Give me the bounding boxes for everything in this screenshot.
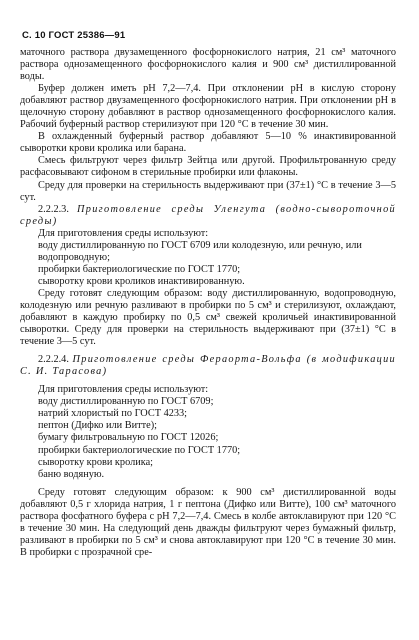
section-number: 2.2.2.4. [38, 354, 69, 366]
section-title: Приготовление среды Уленгута (водно-сывороточной среды) [20, 203, 396, 227]
paragraph: Среду для проверки на стерильность выдерживают при (37±1) °С в течение 3—5 сут. [20, 179, 396, 203]
list-item: сыворотку крови кролика; [38, 456, 154, 468]
paragraph: Буфер должен иметь рН 7,2—7,4. При отклонении рН в кислую сторону добавляют раствор двузамещенного фосфорнокислого натрия. При отклонении рН в щелочную сторону добавляют в раствор однозамещенного фосфорнокислого калия. Рабочий буферный раствор стерилизуют при 120 °С в течение 30 мин. [20, 83, 396, 131]
paragraph: В охлажденный буферный раствор добавляют 5—10 % инактивированной сыворотки крови кролика или барана. [20, 131, 396, 155]
list-item: сыворотку крови кроликов инактивированную. [38, 275, 245, 287]
list-item: баню водяную. [38, 468, 105, 480]
document-body [20, 47, 396, 559]
paragraph: маточного раствора двузамещенного фосфорнокислого натрия, 21 см³ маточного раствора однозамещенного фосфорнокислого калия и 900 см³ дистиллированной воды. [20, 47, 396, 83]
paragraph: Для приготовления среды используют: [38, 227, 209, 239]
section-title: Приготовление среды Фераорта-Вольфа (в модификации С. И. Тарасова) [20, 354, 397, 378]
list-item: бумагу фильтровальную по ГОСТ 12026; [38, 432, 219, 444]
paragraph: Среду готовят следующим образом: к 900 см³ дистиллированной воды добавляют 0,5 г хлорида натрия, 1 г пептона (Дифко или Витте), 100 см³ маточного раствора фосфатного буфера с рН 7,2—7,4. Смесь в колбе автоклавируют при 120 °С в течение 30 мин. На следующий день дважды фильтруют через бумажный фильтр, разливают в пробирки по 5 см³ и снова автоклавируют при 120 °С в течение 30 мин. В пробирки с прозрачной сре- [20, 486, 396, 558]
list-item: пробирки бактериологические по ГОСТ 1770; [38, 444, 241, 456]
list-item: воду дистиллированную по ГОСТ 6709 или колодезную, или речную, или водопроводную; [38, 239, 362, 263]
paragraph: Среду готовят следующим образом: воду дистиллированную, водопроводную, колодезную или речную разливают в пробирки по 5 см³ и стерилизуют, охлаждают, добавляют в каждую пробирку по 0,5 см³ свежей кроличьей инактивированной сыворотки. Среду для проверки на стерильность выдерживают при (37±1) °С в течение 3—5 сут. [20, 287, 396, 348]
paragraph: Для приготовления среды используют: [38, 384, 209, 396]
section-heading [20, 354, 396, 378]
list-item: воду дистиллированную по ГОСТ 6709; [38, 396, 214, 408]
section-number: 2.2.2.3. [38, 203, 69, 215]
list-item: пептон (Дифко или Витте); [38, 420, 157, 432]
page-header: С. 10 ГОСТ 25386—91 [22, 30, 126, 41]
list-item: пробирки бактериологические по ГОСТ 1770; [38, 263, 241, 275]
list-item: натрий хлористый по ГОСТ 4233; [38, 408, 188, 420]
section-heading [20, 204, 396, 228]
paragraph: Смесь фильтруют через фильтр Зейтца или другой. Профильтрованную среду расфасовывают сифоном в стерильные пробирки или флаконы. [20, 155, 396, 179]
